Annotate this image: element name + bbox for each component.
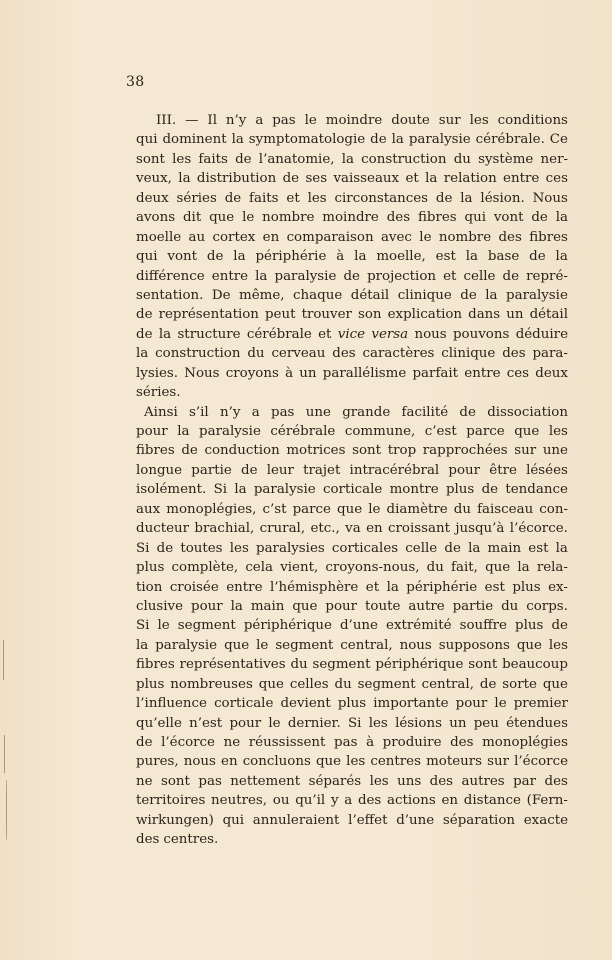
text-line: tion croisée entre l’hémisphère et la périphérie est plus ex- bbox=[136, 579, 568, 595]
text-line: Si de toutes les paralysies corticales celle de la main est la bbox=[136, 540, 568, 556]
margin-pencil-mark bbox=[4, 735, 5, 773]
text-line: de l’écorce ne réussissent pas à produire des monoplégies bbox=[136, 735, 568, 750]
text-line: sentation. De même, chaque détail clinique de la paralysie bbox=[136, 287, 568, 303]
text-line: Si le segment périphérique d’une extrémité souffre plus de bbox=[136, 618, 568, 634]
text-line: séries. bbox=[136, 385, 181, 401]
text-line: l’influence corticale devient plus importante pour le premier bbox=[136, 696, 568, 712]
text-line: qui dominent la symptomatologie de la paralysie cérébrale. Ce bbox=[136, 132, 568, 148]
text-line: des centres. bbox=[136, 832, 219, 848]
text-line: plus complète, cela vient, croyons-nous, du fait, que la rela- bbox=[136, 560, 568, 576]
text-line: territoires neutres, ou qu’il y a des actions en distance (Fern- bbox=[136, 793, 568, 809]
text-line: longue partie de leur trajet intracérébral pour être lésées bbox=[136, 462, 568, 478]
body-text bbox=[136, 111, 568, 850]
margin-pencil-mark bbox=[3, 640, 4, 680]
text-line: qui vont de la périphérie à la moelle, est la base de la bbox=[136, 249, 568, 265]
margin-pencil-mark bbox=[6, 780, 7, 840]
text-line: deux séries de faits et les circonstances de la lésion. Nous bbox=[136, 190, 568, 206]
text-line: wirkungen) qui annuleraient l’effet d’une séparation exacte bbox=[136, 812, 568, 828]
text-line: moelle au cortex en comparaison avec le nombre des fibres bbox=[136, 229, 568, 245]
text-line: qu’elle n’est pour le dernier. Si les lésions un peu étendues bbox=[136, 715, 568, 731]
text-line: sont les faits de l’anatomie, la construction du système ner- bbox=[136, 151, 568, 167]
text-line: différence entre la paralysie de projection et celle de repré- bbox=[136, 268, 568, 284]
text-line: III. — Il n’y a pas le moindre doute sur les conditions bbox=[156, 113, 568, 128]
text-line: plus nombreuses que celles du segment central, de sorte que bbox=[136, 676, 568, 692]
text-line: la paralysie que le segment central, nous supposons que les bbox=[136, 637, 568, 653]
text-line: ne sont pas nettement séparés les uns des autres par des bbox=[136, 773, 568, 789]
text-line: pures, nous en concluons que les centres moteurs sur l’écorce bbox=[136, 754, 568, 770]
text-line: pour la paralysie cérébrale commune, c’est parce que les bbox=[136, 424, 568, 439]
text-line: de représentation peut trouver son explication dans un détail bbox=[136, 307, 568, 323]
text-line: fibres de conduction motrices sont trop rapprochées sur une bbox=[136, 443, 568, 459]
text-line: Ainsi s’il n’y a pas une grande facilité de dissociation bbox=[144, 404, 568, 420]
text-line: avons dit que le nombre moindre des fibres qui vont de la bbox=[136, 210, 568, 226]
text-line: fibres représentatives du segment périphérique sont beaucoup bbox=[136, 657, 568, 673]
text-line: aux monoplégies, c’st parce que le diamètre du faisceau con- bbox=[136, 501, 568, 517]
text-line: la construction du cerveau des caractères clinique des para- bbox=[136, 346, 568, 362]
text-line: ducteur brachial, crural, etc., va en croissant jusqu’à l’écorce. bbox=[136, 521, 568, 537]
page-number: 38 bbox=[126, 74, 145, 90]
text-line: isolément. Si la paralysie corticale montre plus de tendance bbox=[136, 482, 568, 498]
text-line: lysies. Nous croyons à un parallélisme parfait entre ces deux bbox=[136, 365, 568, 381]
text-line: de la structure cérébrale et vice versa nous pouvons déduire bbox=[136, 326, 568, 342]
text-line: veux, la distribution de ses vaisseaux et la relation entre ces bbox=[136, 171, 568, 187]
text-line: clusive pour la main que pour toute autre partie du corps. bbox=[136, 598, 568, 614]
